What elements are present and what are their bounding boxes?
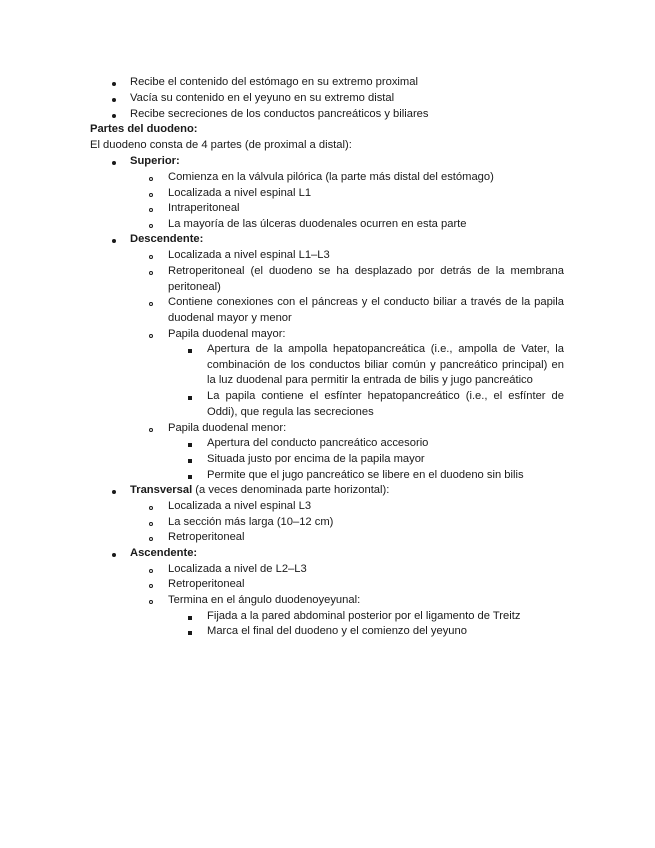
bullet-circle <box>149 537 153 541</box>
bullet-disc <box>112 490 116 494</box>
intro-bullet: Recibe el contenido del estómago en su extremo proximal <box>130 76 418 88</box>
section-intro: El duodeno consta de 4 partes (de proximal a distal): <box>90 139 352 151</box>
list-item: Apertura del conducto pancreático accesorio <box>207 437 429 449</box>
bullet-square <box>188 349 192 353</box>
list-item: Retroperitoneal (el duodeno se ha desplazado por detrás de la membrana peritoneal) <box>168 265 564 293</box>
bullet-circle <box>149 506 153 510</box>
list-item: Situada justo por encima de la papila mayor <box>207 453 425 465</box>
list-item: Localizada a nivel espinal L1–L3 <box>168 249 330 261</box>
bullet-disc <box>112 98 116 102</box>
list-item: La papila contiene el esfínter hepatopancreático (i.e., el esfínter de Oddi), que regula las secreciones <box>207 390 564 418</box>
list-item: Comienza en la válvula pilórica (la parte más distal del estómago) <box>168 171 494 183</box>
list-item: Permite que el jugo pancreático se libere en el duodeno sin bilis <box>207 469 524 481</box>
part-label-descendente: Descendente: <box>130 233 204 245</box>
bullet-circle <box>149 569 153 573</box>
bullet-square <box>188 475 192 479</box>
list-item: Fijada a la pared abdominal posterior por el ligamento de Treitz <box>207 610 521 622</box>
bullet-circle <box>149 584 153 588</box>
bullet-circle <box>149 224 153 228</box>
part-label-transversal <box>130 483 389 499</box>
part-label-superior: Superior: <box>130 155 180 167</box>
bullet-square <box>188 616 192 620</box>
part-label-ascendente: Ascendente: <box>130 547 198 559</box>
bullet-circle <box>149 334 153 338</box>
bullet-circle <box>149 193 153 197</box>
bullet-disc <box>112 161 116 165</box>
bullet-square <box>188 459 192 463</box>
intro-bullet: Recibe secreciones de los conductos pancreáticos y biliares <box>130 108 429 120</box>
bullet-square <box>188 443 192 447</box>
bullet-circle <box>149 302 153 306</box>
list-item: Localizada a nivel espinal L1 <box>168 187 312 199</box>
part-label-transversal-suffix: (a veces denominada parte horizontal): <box>192 484 390 496</box>
list-item: Retroperitoneal <box>168 578 245 590</box>
bullet-circle <box>149 522 153 526</box>
bullet-disc <box>112 239 116 243</box>
bullet-circle <box>149 428 153 432</box>
list-item: Retroperitoneal <box>168 531 245 543</box>
part-label-transversal-name: Transversal <box>130 484 193 496</box>
sublist-label: Papila duodenal menor: <box>168 422 287 434</box>
intro-bullet: Vacía su contenido en el yeyuno en su extremo distal <box>130 92 395 104</box>
list-item: Marca el final del duodeno y el comienzo del yeyuno <box>207 625 467 637</box>
list-item: Termina en el ángulo duodenoyeyunal: <box>168 594 361 606</box>
bullet-circle <box>149 600 153 604</box>
bullet-circle <box>149 271 153 275</box>
bullet-square <box>188 396 192 400</box>
bullet-square <box>188 631 192 635</box>
bullet-circle <box>149 177 153 181</box>
list-item: Contiene conexiones con el páncreas y el conducto biliar a través de la papila duodenal mayor y menor <box>168 296 564 324</box>
section-title: Partes del duodeno: <box>90 123 198 135</box>
sublist-label: Papila duodenal mayor: <box>168 328 286 340</box>
list-item: Intraperitoneal <box>168 202 240 214</box>
list-item: La sección más larga (10–12 cm) <box>168 516 334 528</box>
bullet-circle <box>149 208 153 212</box>
list-item: Apertura de la ampolla hepatopancreática (i.e., ampolla de Vater, la combinación de los conductos biliar común y pancreático principal) en la luz duodenal para permitir la entrada de bilis y jugo pancreático <box>207 343 564 387</box>
bullet-disc <box>112 553 116 557</box>
bullet-disc <box>112 82 116 86</box>
list-item: La mayoría de las úlceras duodenales ocurren en esta parte <box>168 218 467 230</box>
list-item: Localizada a nivel de L2–L3 <box>168 563 307 575</box>
bullet-disc <box>112 114 116 118</box>
bullet-circle <box>149 255 153 259</box>
list-item: Localizada a nivel espinal L3 <box>168 500 312 512</box>
